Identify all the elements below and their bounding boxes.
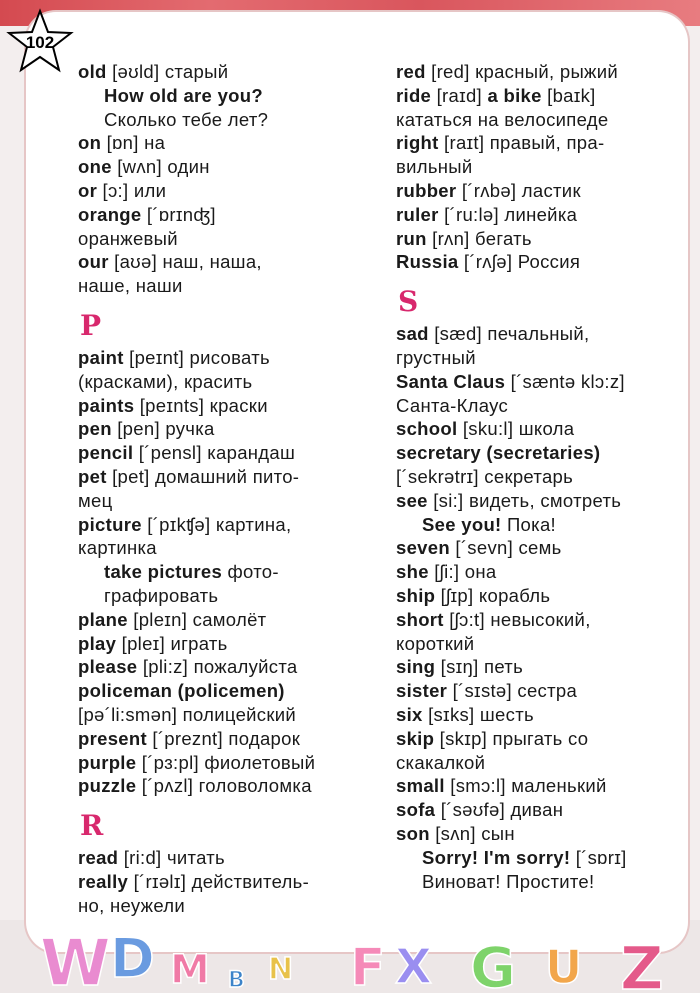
headword: our [78, 251, 109, 273]
translation: [baɪk] [541, 84, 596, 106]
headword: ship [396, 584, 436, 606]
translation: [red] красный, рыжий [425, 61, 618, 82]
dictionary-entry-line [396, 584, 627, 608]
dictionary-entry-line [396, 560, 627, 584]
translation: [ʃɔ:t] невысокий, [443, 608, 591, 630]
dictionary-entry-line [396, 84, 627, 108]
dictionary-entry-line [78, 584, 315, 608]
translation: [əʊld] старый [106, 61, 229, 82]
dictionary-entry-line [396, 394, 627, 418]
dictionary-entry-line [78, 774, 315, 798]
dictionary-entry-line [78, 131, 315, 155]
translation: [si:] видеть, смотреть [427, 489, 622, 511]
decor-letter: B [228, 968, 245, 993]
translation: [´sɒrɪ] [570, 846, 627, 868]
translation: [pen] ручка [111, 418, 215, 440]
headword: sing [396, 656, 436, 678]
dictionary-entry-line [396, 203, 627, 227]
headword: plane [78, 608, 128, 630]
headword: right [396, 132, 439, 154]
translation: [smɔ:l] маленький [444, 775, 607, 797]
headword: sister [396, 680, 448, 702]
translation: [peɪnt] рисовать [123, 346, 270, 368]
dictionary-entry-line [396, 465, 627, 489]
translation: вильный [396, 156, 473, 178]
headword: sofa [396, 799, 436, 821]
translation: Виноват! Простите! [422, 870, 595, 892]
headword: red [396, 61, 426, 82]
translation: [ʃɪp] корабль [435, 584, 551, 606]
translation: [rʌn] бегать [426, 227, 532, 249]
dictionary-entry-line [78, 179, 315, 203]
dictionary-entry-line [78, 655, 315, 679]
headword: ride [396, 84, 432, 106]
dictionary-entry-line [396, 227, 627, 251]
translation: картинка [78, 537, 157, 559]
headword: Russia [396, 251, 459, 273]
dictionary-entry-line [78, 60, 315, 84]
translation: короткий [396, 632, 475, 654]
translation: [pli:z] пожалуйста [137, 656, 298, 678]
translation: [skɪp] прыгать со [434, 727, 589, 749]
decor-letter: G [470, 936, 516, 993]
headword: play [78, 632, 117, 654]
translation: [´pɪkʧə] картина, [141, 513, 292, 535]
headword: or [78, 179, 98, 201]
headword: see [396, 489, 428, 511]
dictionary-entry-line [78, 84, 315, 108]
headword: purple [78, 751, 137, 773]
headword: skip [396, 727, 435, 749]
dictionary-entry-line [78, 679, 315, 703]
dictionary-entry-line [78, 703, 315, 727]
headword: puzzle [78, 775, 137, 797]
dictionary-entry-line [78, 465, 315, 489]
dictionary-entry-line [396, 703, 627, 727]
translation: [ɔ:] или [97, 179, 167, 201]
translation: наше, наши [78, 275, 183, 297]
headword: take pictures [104, 561, 223, 583]
dictionary-entry-line [78, 250, 315, 274]
headword: rubber [396, 179, 457, 201]
headword: How old are you? [104, 84, 263, 106]
translation: [ɒn] на [101, 132, 166, 154]
decor-letter: X [395, 939, 433, 993]
headword: six [396, 703, 423, 725]
headword: small [396, 775, 445, 797]
headword: really [78, 870, 129, 892]
translation: грустный [396, 346, 476, 368]
dictionary-entry-line [78, 846, 315, 870]
translation: мец [78, 489, 113, 511]
right-column [396, 60, 627, 893]
translation: [pə´li:smən] полицейский [78, 703, 297, 725]
translation: [pet] домашний пито- [106, 465, 300, 487]
dictionary-entry-line [396, 870, 627, 894]
headword: Sorry! I'm sorry! [422, 846, 571, 868]
translation: скакалкой [396, 751, 486, 773]
translation: [´ɒrɪnʤ] [141, 203, 216, 225]
dictionary-entry-line [78, 560, 315, 584]
translation: [sɪks] шесть [422, 703, 534, 725]
translation: [´sɪstə] сестра [447, 680, 578, 702]
dictionary-entry-line [396, 727, 627, 751]
headword: ruler [396, 203, 439, 225]
decorative-alphabet-letters [0, 925, 700, 993]
dictionary-entry-line [78, 751, 315, 775]
decor-letter: M [170, 947, 210, 993]
translation: [´pʌzl] головоломка [136, 775, 312, 797]
decor-letter: F [350, 938, 386, 993]
section-letter-heading: P [80, 308, 102, 342]
headword: present [78, 727, 147, 749]
dictionary-entry-line [78, 489, 315, 513]
dictionary-entry-line [396, 60, 627, 84]
headword: seven [396, 537, 450, 559]
dictionary-entry-line [396, 846, 627, 870]
dictionary-entry-line [78, 417, 315, 441]
headword: orange [78, 203, 142, 225]
dictionary-entry-line [396, 370, 627, 394]
translation: [ʃi:] она [428, 561, 497, 583]
headword: Santa Claus [396, 370, 506, 392]
headword: sad [396, 323, 429, 345]
headword: please [78, 656, 138, 678]
translation: [´pensl] карандаш [133, 442, 296, 464]
translation: [aʊə] наш, наша, [108, 251, 262, 273]
dictionary-entry-line [78, 608, 315, 632]
headword: son [396, 822, 430, 844]
translation: [´rʌbə] ластик [456, 179, 581, 201]
dictionary-entry-line [396, 632, 627, 656]
translation: Санта-Клаус [396, 394, 509, 416]
headword: old [78, 61, 107, 82]
dictionary-entry-line [78, 227, 315, 251]
translation: [´rɪəlɪ] действитель- [128, 870, 310, 892]
translation: [´ru:lə] линейка [438, 203, 578, 225]
dictionary-entry-line [78, 370, 315, 394]
translation: [pleɪn] самолёт [127, 608, 267, 630]
dictionary-entry-line [78, 394, 315, 418]
dictionary-entry-line [78, 441, 315, 465]
headword: See you! [422, 513, 502, 535]
dictionary-entry-line [78, 346, 315, 370]
section-letter-heading: S [398, 285, 419, 319]
headword: pencil [78, 442, 134, 464]
translation: [peɪnts] краски [134, 394, 268, 416]
headword: picture [78, 513, 142, 535]
headword: paints [78, 394, 135, 416]
headword: read [78, 847, 119, 869]
translation: [sku:l] школа [457, 418, 575, 440]
translation: [raɪt] правый, пра- [438, 132, 605, 154]
headword: on [78, 132, 102, 154]
dictionary-entry-line [78, 870, 315, 894]
headword: paint [78, 346, 124, 368]
translation: [´sevn] семь [449, 537, 562, 559]
translation: [sʌn] сын [429, 822, 515, 844]
headword: school [396, 418, 458, 440]
translation: [wʌn] один [111, 156, 210, 178]
translation: кататься на велосипеде [396, 108, 609, 130]
dictionary-entry-line [396, 513, 627, 537]
headword: pet [78, 465, 107, 487]
dictionary-entry-line [78, 155, 315, 179]
dictionary-entry-line [396, 417, 627, 441]
decor-letter: N [268, 952, 294, 987]
dictionary-entry-line [396, 155, 627, 179]
translation: [raɪd] [431, 84, 488, 106]
translation: оранжевый [78, 227, 178, 249]
dictionary-entry-line [396, 679, 627, 703]
dictionary-entry-line [396, 608, 627, 632]
translation: [sæd] печальный, [428, 323, 590, 345]
headword: policeman (policemen) [78, 680, 285, 702]
dictionary-entry-line [78, 536, 315, 560]
dictionary-entry-line [78, 274, 315, 298]
dictionary-entry-line [396, 108, 627, 132]
headword: run [396, 227, 427, 249]
headword: she [396, 561, 429, 583]
translation: [sɪŋ] петь [435, 656, 524, 678]
page-number: 102 [25, 33, 55, 52]
translation: [pleɪ] играть [116, 632, 228, 654]
headword: secretary (secretaries) [396, 442, 601, 464]
decor-letter: U [545, 940, 583, 993]
dictionary-entry-line [396, 536, 627, 560]
dictionary-entry-line [396, 489, 627, 513]
headword: one [78, 156, 112, 178]
dictionary-entry-line [396, 179, 627, 203]
left-column [78, 60, 315, 918]
dictionary-entry-line [396, 822, 627, 846]
translation: (красками), красить [78, 370, 253, 392]
headword: pen [78, 418, 112, 440]
translation: [´sekrətrɪ] секретарь [396, 465, 574, 487]
dictionary-entry-line [396, 322, 627, 346]
translation: [´səʊfə] диван [435, 799, 564, 821]
translation: графировать [104, 584, 219, 606]
dictionary-entry-line [396, 441, 627, 465]
decor-letter: Z [620, 934, 664, 993]
dictionary-entry-line [396, 250, 627, 274]
dictionary-entry-line [396, 346, 627, 370]
dictionary-entry-line [396, 131, 627, 155]
translation: [´pɜ:pl] фиолетовый [136, 751, 316, 773]
dictionary-entry-line [396, 798, 627, 822]
dictionary-entry-line [78, 203, 315, 227]
translation: Пока! [501, 513, 556, 535]
decor-letter: W [40, 927, 111, 993]
dictionary-entry-line [78, 108, 315, 132]
dictionary-entry-line [78, 727, 315, 751]
headword: short [396, 608, 444, 630]
translation: [´rʌʃə] Россия [458, 251, 581, 273]
decor-letter: D [110, 927, 155, 990]
dictionary-entry-line [396, 751, 627, 775]
dictionary-entry-line [78, 632, 315, 656]
dictionary-entry-line [396, 774, 627, 798]
translation: [ri:d] читать [118, 847, 225, 869]
dictionary-entry-line [78, 513, 315, 537]
dictionary-entry-line [396, 655, 627, 679]
translation: но, неужели [78, 894, 186, 916]
translation: [´preznt] подарок [146, 727, 301, 749]
translation: фото- [222, 561, 279, 583]
translation: [´sæntə klɔ:z] [505, 370, 625, 392]
dictionary-entry-line [78, 894, 315, 918]
translation: Сколько тебе лет? [104, 108, 269, 130]
section-letter-heading: R [80, 809, 104, 843]
headword: a bike [487, 84, 542, 106]
